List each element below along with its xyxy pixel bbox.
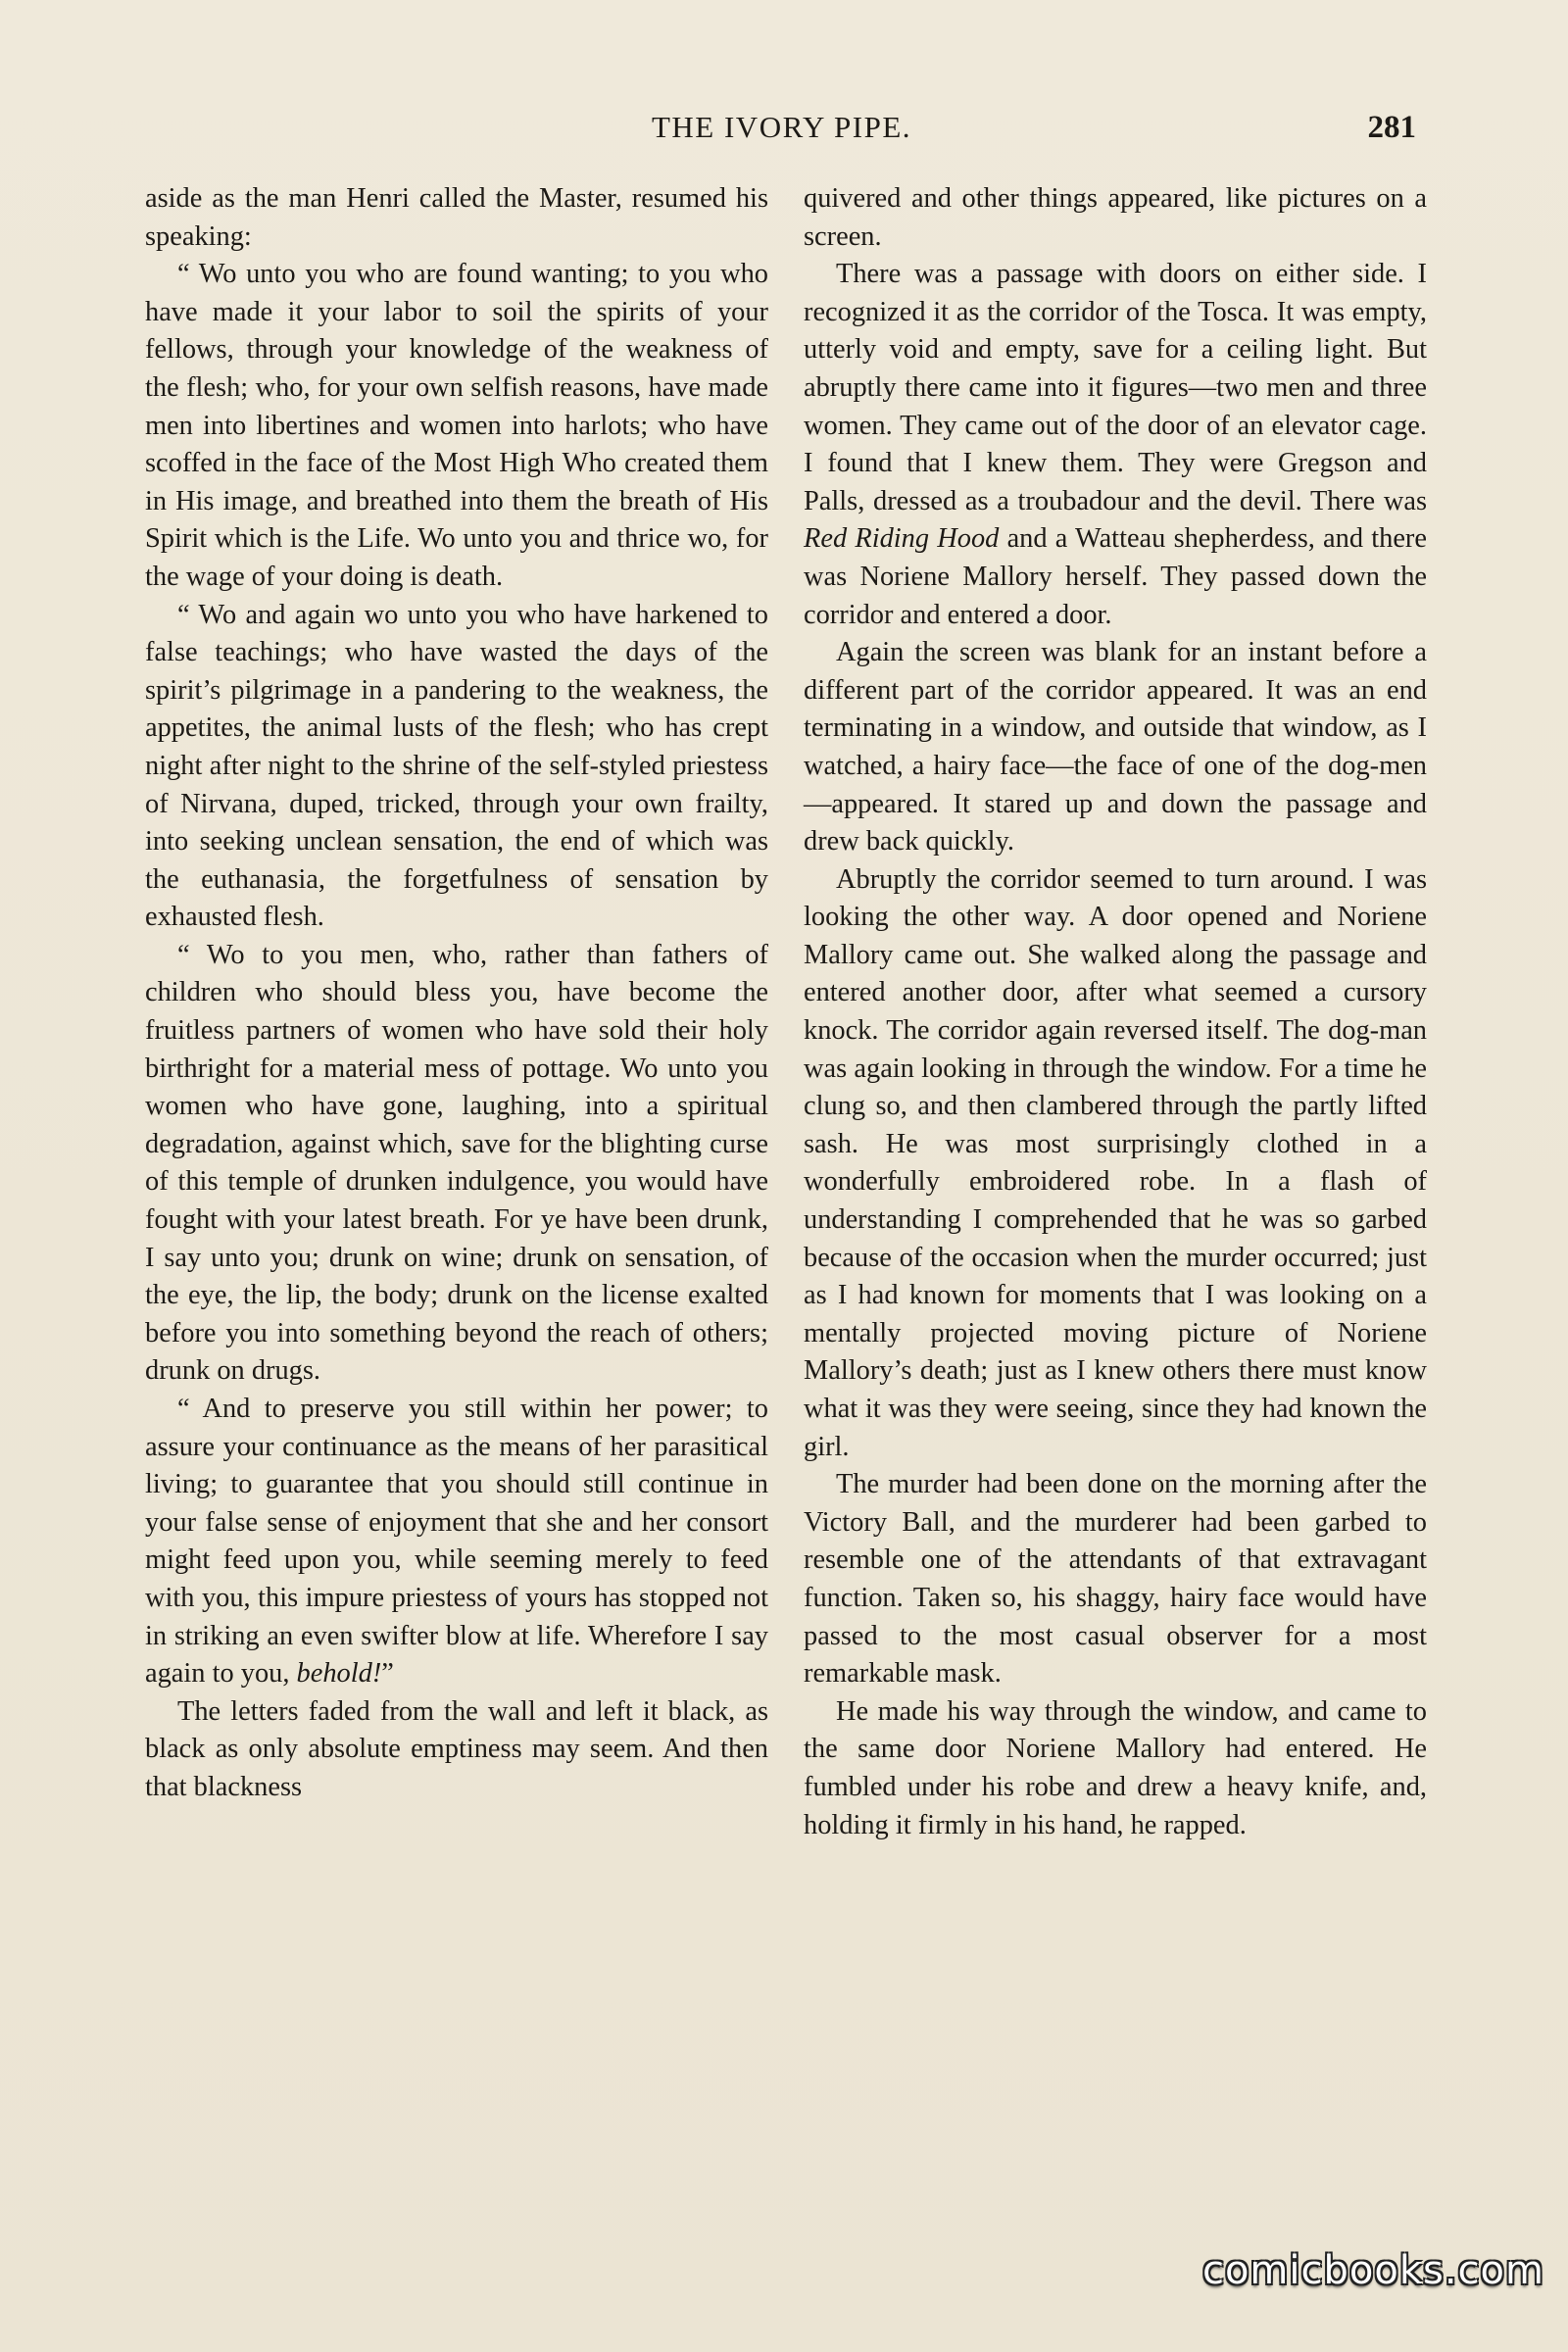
paragraph (145, 1391, 768, 1693)
paragraph: “ Wo and again wo unto you who have harkened to false teachings; who have wasted the days of the spirit’s pilgrimage in a pandering to the weakness, the appetites, the animal lusts of the flesh; who has crept night after night to the shrine of the self-styled priestess of Nirvana, duped, tricked, through your own frailty, into seeking unclean sensation, the end of which was the euthanasia, the forgetfulness of sensation by exhausted flesh. (145, 599, 768, 933)
paragraph: “ Wo to you men, who, rather than fathers of children who should bless you, have become the fruitless partners of women who have sold their holy birthright for a material mess of pottage. Wo unto you women who have gone, laughing, into a spiritual degradation, against which, save for the blighting curse of this temple of drunken indulgence, you would have fought with your latest breath. For ye have been drunk, I say unto you; drunk on wine; drunk on sensation, of the eye, the lip, the body; drunk on the license exalted before you into something beyond the reach of others; drunk on drugs. (145, 939, 768, 1387)
paragraph (804, 256, 1427, 634)
paragraph: “ Wo unto you who are found wanting; to you who have made it your labor to soil the spirits of your fellows, through your knowledge of the weakness of the flesh; who, for your own selfish reasons, have made men into libertines and women into harlots; who have scoffed in the face of the Most High Who created them in His image, and breathed into them the breath of His Spirit which is the Life. Wo unto you and thrice wo, for the wage of your doing is death. (145, 259, 768, 592)
running-title: THE IVORY PIPE. (651, 110, 912, 144)
closing-quote: ” (381, 1658, 394, 1690)
emphasis-text: Red Riding Hood (804, 523, 1000, 555)
paragraph: quivered and other things appeared, like pictures on a screen. (804, 183, 1427, 252)
watermark: comicbooks.com (1201, 2248, 1544, 2293)
paragraph: aside as the man Henri called the Master, resumed his speaking: (145, 183, 768, 252)
paragraph: Again the screen was blank for an instant before a different part of the corridor appeared. It was an end terminating in a window, and outside that window, as I watched, a hairy face—the face of one of the dog-men—appeared. It stared up and down the passage and drew back quickly. (804, 637, 1427, 858)
paragraph-text: There was a passage with doors on either side. I recognized it as the corridor of the Tosca. It was empty, utterly void and empty, save for a ceiling light. But abruptly there came into it figures—two men and three women. They came out of the door of an elevator cage. I found that I knew them. They were Gregson and Palls, dressed as a troubadour and the devil. There was (804, 259, 1427, 516)
paragraph: He made his way through the window, and came to the same door Noriene Mallory had entered. He fumbled under his robe and drew a heavy knife, and, holding it firmly in his hand, he rapped. (804, 1695, 1427, 1840)
paragraph: Abruptly the corridor seemed to turn around. I was looking the other way. A door opened and Noriene Mallory came out. She walked along the passage and entered another door, after what seemed a cursory knock. The corridor again reversed itself. The dog-man was again looking in through the window. For a time he clung so, and then clambered through the partly lifted sash. He was most surprisingly clothed in a wonderfully embroidered robe. In a flash of understanding I comprehended that he was so garbed because of the occasion when the murder occurred; just as I had known for moments that I was looking on a mentally projected moving picture of Noriene Mallory’s death; just as I knew others there must know what it was they were seeing, since they had known the girl. (804, 863, 1427, 1462)
paragraph-text: “ And to preserve you still within her power; to assure your continuance as the means of her parasitical living; to guarantee that you should still continue in your false sense of enjoyment that she and her consort might feed upon you, while seeming merely to feed with you, this impure priestess of yours has stopped not in striking an even swifter blow at life. Wherefore I say again to you, (145, 1394, 768, 1690)
right-column (804, 180, 1427, 1844)
paragraph: The murder had been done on the morning after the Victory Ball, and the murderer had been garbed to resemble one of the attendants of that extravagant function. Taken so, his shaggy, hairy face would have passed to the most casual observer for a most remarkable mask. (804, 1469, 1427, 1690)
left-column (145, 180, 768, 1807)
emphasis-text: behold! (296, 1658, 382, 1690)
paragraph: The letters faded from the wall and left it black, as black as only absolute emptiness may seem. And then that blackness (145, 1695, 768, 1802)
paragraph-text: and a Watteau shepherdess, and there was Noriene Mallory herself. They passed down the corridor and entered a door. (804, 523, 1427, 630)
page-number: 281 (1367, 110, 1416, 145)
page-header (147, 110, 1416, 157)
